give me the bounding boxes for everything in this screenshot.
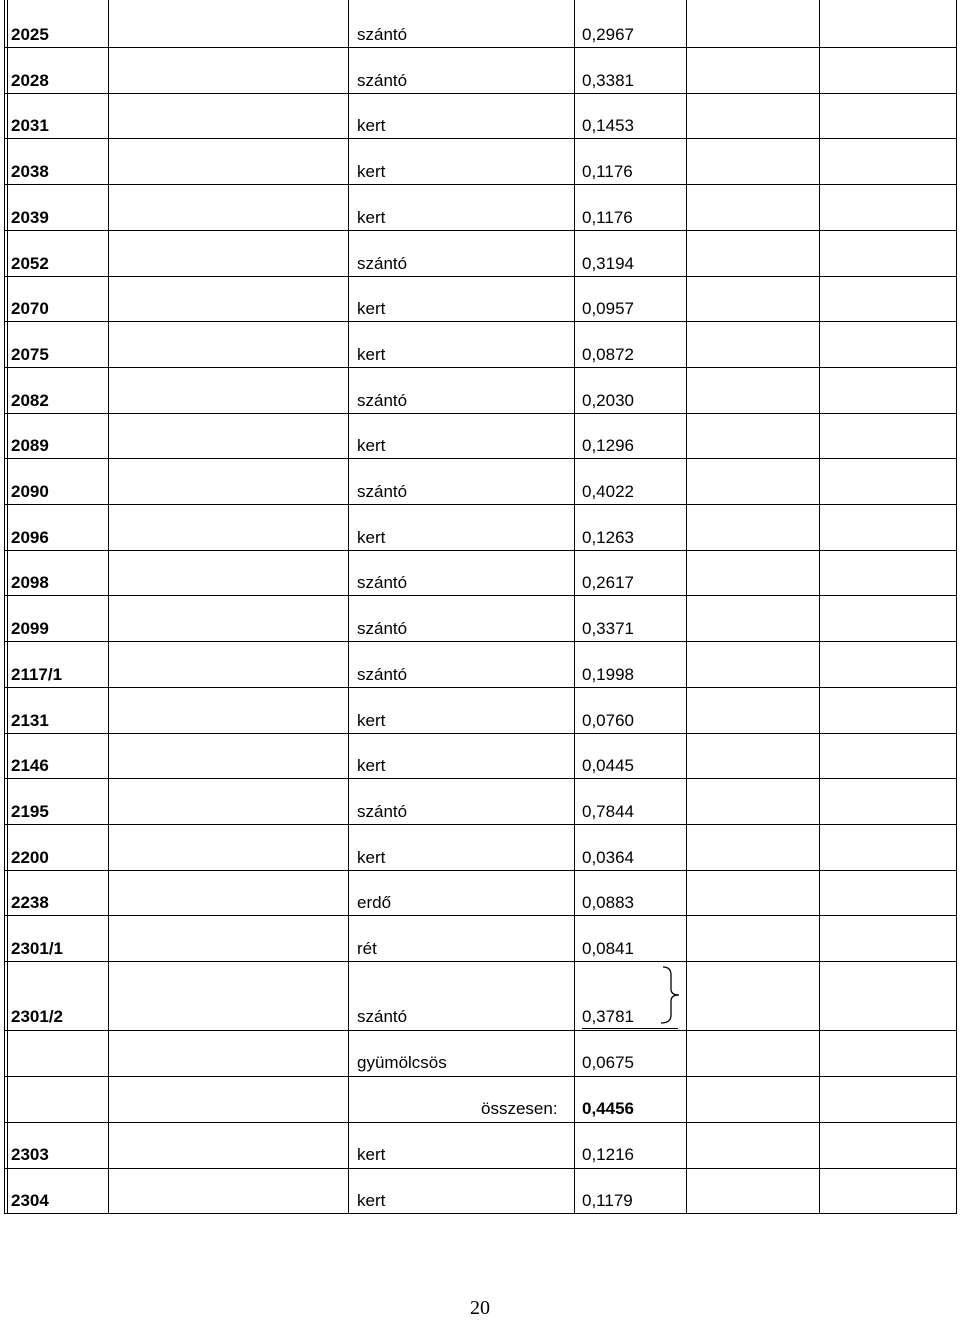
area-value: 0,0760	[582, 710, 634, 730]
parcel-number: 2031	[11, 116, 49, 136]
row-divider	[5, 870, 957, 871]
row-divider	[5, 458, 957, 459]
row-divider	[5, 550, 957, 551]
row-divider	[5, 504, 957, 505]
area-value: 0,0445	[582, 756, 634, 776]
area-value: 0,1176	[582, 162, 633, 182]
row-divider	[5, 1168, 957, 1169]
parcel-number: 2195	[11, 801, 49, 821]
row-divider	[5, 93, 957, 94]
row-divider	[5, 367, 957, 368]
land-use-type: kert	[357, 1145, 386, 1164]
area-value: 0,1453	[582, 116, 634, 136]
column-border	[7, 0, 8, 1214]
column-border	[108, 0, 109, 1214]
parcel-number: 2099	[11, 619, 49, 639]
land-use-type: szántó	[357, 390, 408, 410]
area-value: 0,1179	[582, 1191, 633, 1210]
land-use-type: szántó	[357, 70, 408, 90]
land-use-type: kert	[357, 344, 386, 364]
area-value: 0,0841	[582, 939, 634, 958]
area-value: 0,3371	[582, 619, 634, 639]
parcel-number: 2301/2	[11, 1007, 63, 1026]
parcel-number: 2146	[11, 756, 49, 776]
area-value: 0,1216	[582, 1145, 634, 1164]
land-use-type: erdő	[357, 893, 392, 913]
row-divider	[5, 915, 957, 916]
row-divider	[5, 1122, 957, 1123]
land-use-type: szántó	[357, 253, 408, 273]
row-divider	[5, 413, 957, 414]
land-use-type: kert	[357, 162, 386, 182]
area-value: 0,3781	[582, 1007, 634, 1026]
parcel-number: 2238	[11, 893, 49, 913]
area-value: 0,1296	[582, 436, 634, 456]
land-use-type: kert	[357, 207, 386, 227]
parcel-number: 2038	[11, 162, 49, 182]
total-label: összesen:	[481, 1099, 558, 1118]
column-border	[4, 0, 5, 1214]
area-value: 0,0883	[582, 893, 634, 913]
row-divider	[5, 961, 957, 962]
row-divider	[5, 733, 957, 734]
land-use-type: szántó	[357, 25, 408, 44]
area-value: 0,0675	[582, 1053, 634, 1072]
land-use-type: szántó	[357, 664, 408, 684]
row-divider	[5, 1213, 957, 1214]
area-value: 0,1263	[582, 527, 634, 547]
land-use-type: kert	[357, 299, 386, 319]
row-divider	[5, 230, 957, 231]
parcel-number: 2075	[11, 344, 49, 364]
parcel-number: 2117/1	[11, 664, 63, 684]
area-value: 0,0957	[582, 299, 634, 319]
row-divider	[5, 47, 957, 48]
area-value: 0,0364	[582, 847, 634, 867]
column-border	[574, 0, 575, 1214]
column-border	[348, 0, 349, 1214]
parcel-number: 2131	[11, 710, 49, 730]
row-divider	[5, 138, 957, 139]
parcel-number: 2070	[11, 299, 49, 319]
parcel-number: 2090	[11, 482, 49, 501]
land-use-type: szántó	[357, 482, 408, 501]
sum-underline	[582, 1028, 678, 1029]
land-use-type: szántó	[357, 1007, 408, 1026]
parcel-number: 2089	[11, 436, 49, 456]
area-value: 0,0872	[582, 344, 634, 364]
parcel-number: 2039	[11, 207, 49, 227]
land-use-type: gyümölcsös	[357, 1053, 447, 1072]
land-use-type: kert	[357, 847, 386, 867]
parcel-number: 2082	[11, 390, 49, 410]
parcel-number: 2052	[11, 253, 49, 273]
land-use-type: kert	[357, 1191, 386, 1210]
parcel-number: 2098	[11, 573, 49, 593]
area-value: 0,1998	[582, 664, 634, 684]
land-use-type: szántó	[357, 573, 408, 593]
land-use-type: kert	[357, 710, 386, 730]
row-divider	[5, 778, 957, 779]
row-divider	[5, 824, 957, 825]
row-divider	[5, 184, 957, 185]
area-value: 0,4022	[582, 482, 634, 501]
area-value: 0,7844	[582, 801, 634, 821]
land-use-type: kert	[357, 116, 386, 136]
area-value: 0,2967	[582, 25, 634, 44]
area-value: 0,3194	[582, 253, 634, 273]
column-border	[819, 0, 820, 1214]
parcel-number: 2096	[11, 527, 49, 547]
area-value: 0,1176	[582, 207, 633, 227]
parcel-number: 2303	[11, 1145, 49, 1164]
parcel-number: 2304	[11, 1191, 49, 1210]
parcel-number: 2301/1	[11, 939, 63, 958]
row-divider	[5, 641, 957, 642]
total-area: 0,4456	[582, 1099, 634, 1118]
row-divider	[5, 321, 957, 322]
right-brace-icon	[655, 965, 685, 1025]
row-divider	[5, 595, 957, 596]
row-divider	[5, 1076, 957, 1077]
parcel-number: 2200	[11, 847, 49, 867]
land-use-type: szántó	[357, 619, 408, 639]
land-use-type: kert	[357, 436, 386, 456]
land-use-type: rét	[357, 939, 377, 958]
parcel-number: 2028	[11, 70, 49, 90]
area-value: 0,2030	[582, 390, 634, 410]
land-use-type: kert	[357, 527, 386, 547]
page-number: 20	[470, 1297, 490, 1319]
area-value: 0,3381	[582, 70, 634, 90]
land-use-type: kert	[357, 756, 386, 776]
area-value: 0,2617	[582, 573, 634, 593]
row-divider	[5, 1030, 957, 1031]
land-use-type: szántó	[357, 801, 408, 821]
row-divider	[5, 687, 957, 688]
column-border	[956, 0, 957, 1214]
parcel-number: 2025	[11, 25, 49, 44]
row-divider	[5, 276, 957, 277]
column-border	[686, 0, 687, 1214]
